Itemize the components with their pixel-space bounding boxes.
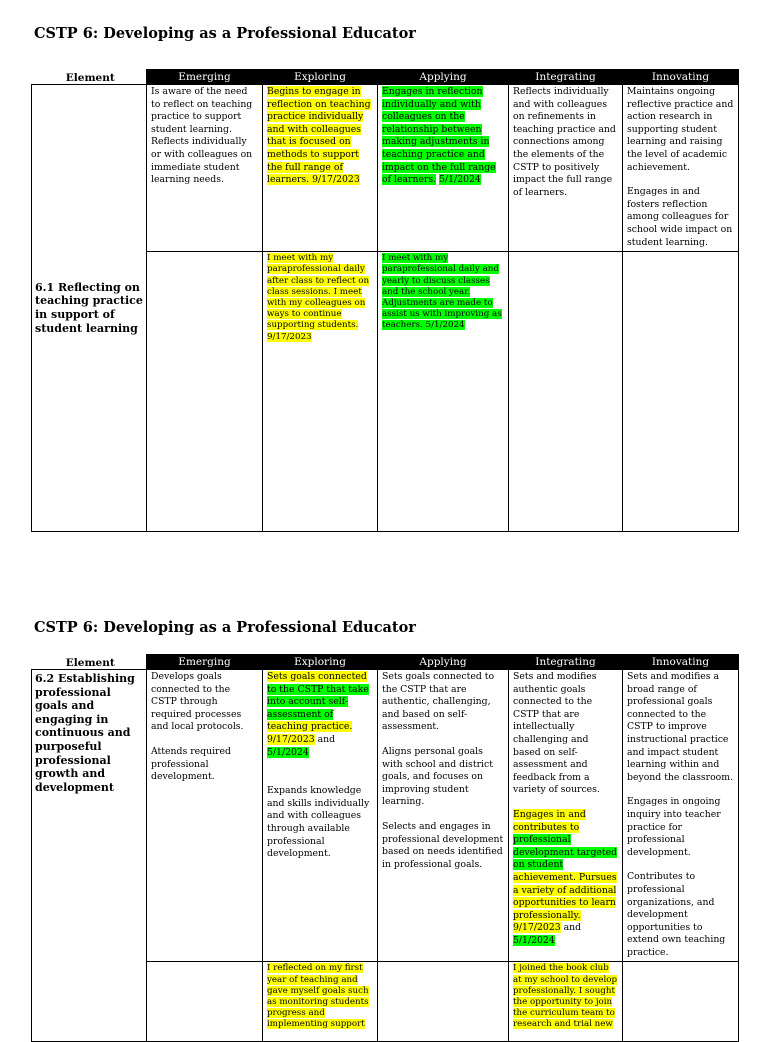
level-header-applying: Applying (378, 70, 509, 85)
descriptor-exploring (263, 670, 378, 962)
descriptor-paragraph (267, 671, 374, 759)
element-name-6-2: 6.2 Establishing professional goals and engaging in continuous and purposeful professional growth and development (32, 670, 147, 1042)
cstp-table-6-2 (31, 654, 739, 1042)
highlight-green: professional development targeted on student (513, 834, 618, 871)
descriptor-paragraph (513, 809, 619, 948)
highlight-green: Engages in reflection individually and with colleagues on the relationship between making adjustments in teaching practice and impact on the full range of learners. (382, 86, 496, 186)
descriptor-paragraph: Expands knowledge and skills individually and with colleagues through available professional development. (267, 785, 370, 860)
descriptor-applying (378, 670, 509, 962)
evidence-emerging (147, 962, 263, 1042)
evidence-applying (378, 252, 509, 532)
descriptor-paragraph: Maintains ongoing reflective practice and action research in supporting student learning and raising the level of academic achievement. (627, 86, 734, 173)
highlight-green-date: 5/1/2024 (267, 746, 309, 758)
level-header-innovating: Innovating (623, 655, 739, 670)
evidence-exploring (263, 962, 378, 1042)
level-header-emerging: Emerging (147, 655, 263, 670)
descriptor-integrating (509, 670, 623, 962)
level-header-integrating: Integrating (509, 70, 623, 85)
highlight-yellow: I reflected on my first year of teaching and gave myself goals such as monitoring students progress and implementing support (267, 963, 369, 1030)
highlight-yellow: Begins to engage in reflection on teaching practice individually and with colleagues that is focused on methods to support the full range of learners. 9/17/2023 (267, 86, 371, 186)
descriptor-paragraph: Engages in ongoing inquiry into teacher practice for professional development. (627, 796, 721, 858)
highlight-yellow: I meet with my paraprofessional daily after class to reflect on class sessions. I meet with my colleagues on ways to continue supporting students. 9/17/2023 (267, 253, 370, 342)
descriptor-text: and (317, 733, 336, 745)
descriptor-paragraph: Sets goals connected to the CSTP that are authentic, challenging, and based on self-assessment. (382, 671, 495, 733)
descriptor-paragraph: Attends required professional development. (151, 745, 231, 783)
evidence-innovating (623, 962, 739, 1042)
element-header: Element (65, 657, 115, 669)
descriptor-paragraph: Selects and engages in professional development based on needs identified in professional goals. (382, 820, 504, 870)
level-header-exploring: Exploring (263, 655, 378, 670)
descriptor-emerging: Is aware of the need to reflect on teaching practice to support student learning. Reflects individually or with colleagues on immediate student learning needs. (147, 85, 263, 252)
level-header-applying: Applying (378, 655, 509, 670)
highlight-green-date: 5/1/2024 (513, 934, 555, 946)
evidence-integrating (509, 962, 623, 1042)
level-header-integrating: Integrating (509, 655, 623, 670)
descriptor-text: and (563, 922, 582, 934)
highlight-green: to the CSTP that take into account self-assessment of (267, 683, 369, 720)
highlight-yellow: I joined the book club at my school to develop professionally. I sought the opportunity to join the curriculum team to research and trial new (513, 963, 618, 1030)
element-name-6-1: 6.1 Reflecting on teaching practice in support of student learning (32, 85, 147, 532)
descriptor-emerging (147, 670, 263, 962)
descriptor-integrating: Reflects individually and with colleagues on refinements in teaching practice and connections among the elements of the CSTP to positively impact the full range of learners. (509, 85, 623, 252)
descriptor-exploring (263, 85, 378, 252)
level-header-innovating: Innovating (623, 70, 739, 85)
evidence-emerging (147, 252, 263, 532)
element-header: Element (65, 72, 115, 84)
highlight-yellow: achievement. Pursues a variety of additional opportunities to learn professionally. 9/17/2023 (513, 871, 617, 934)
highlight-yellow: Sets goals connected (267, 671, 367, 682)
evidence-applying (378, 962, 509, 1042)
descriptor-innovating (623, 85, 739, 252)
level-header-exploring: Exploring (263, 70, 378, 85)
descriptor-applying (378, 85, 509, 252)
descriptor-paragraph: Contributes to professional organizations, and development opportunities to extend own teaching practice. (627, 871, 726, 958)
descriptor-paragraph: Sets and modifies authentic goals connected to the CSTP that are intellectually challenging and based on self-assessment and feedback from a variety of sources. (513, 671, 600, 796)
descriptor-paragraph: Aligns personal goals with school and district goals, and focuses on improving student learning. (382, 745, 493, 808)
highlight-green: I meet with my paraprofessional daily and yearly to discuss classes and the school year. Adjustments are made to assist us with improving as teachers. 5/1/2024 (382, 253, 502, 331)
descriptor-paragraph: Sets and modifies a broad range of professional goals connected to the CSTP to improve instructional practice and impact student learning within and beyond the classroom. (627, 671, 734, 783)
cstp-table-6-1 (31, 69, 739, 532)
descriptor-paragraph: Develops goals connected to the CSTP through required processes and local protocols. (151, 671, 244, 733)
descriptor-innovating (623, 670, 739, 962)
section-title: CSTP 6: Developing as a Professional Educator (34, 25, 416, 42)
highlight-green-date: 5/1/2024 (439, 174, 481, 186)
level-header-emerging: Emerging (147, 70, 263, 85)
highlight-yellow: teaching practice. 9/17/2023 (267, 721, 353, 745)
evidence-innovating (623, 252, 739, 532)
evidence-exploring (263, 252, 378, 532)
section-title: CSTP 6: Developing as a Professional Educator (34, 619, 416, 636)
evidence-integrating (509, 252, 623, 532)
highlight-yellow: Engages in and contributes to (513, 808, 586, 833)
descriptor-paragraph: Engages in and fosters reflection among colleagues for school wide impact on student learning. (627, 186, 733, 248)
